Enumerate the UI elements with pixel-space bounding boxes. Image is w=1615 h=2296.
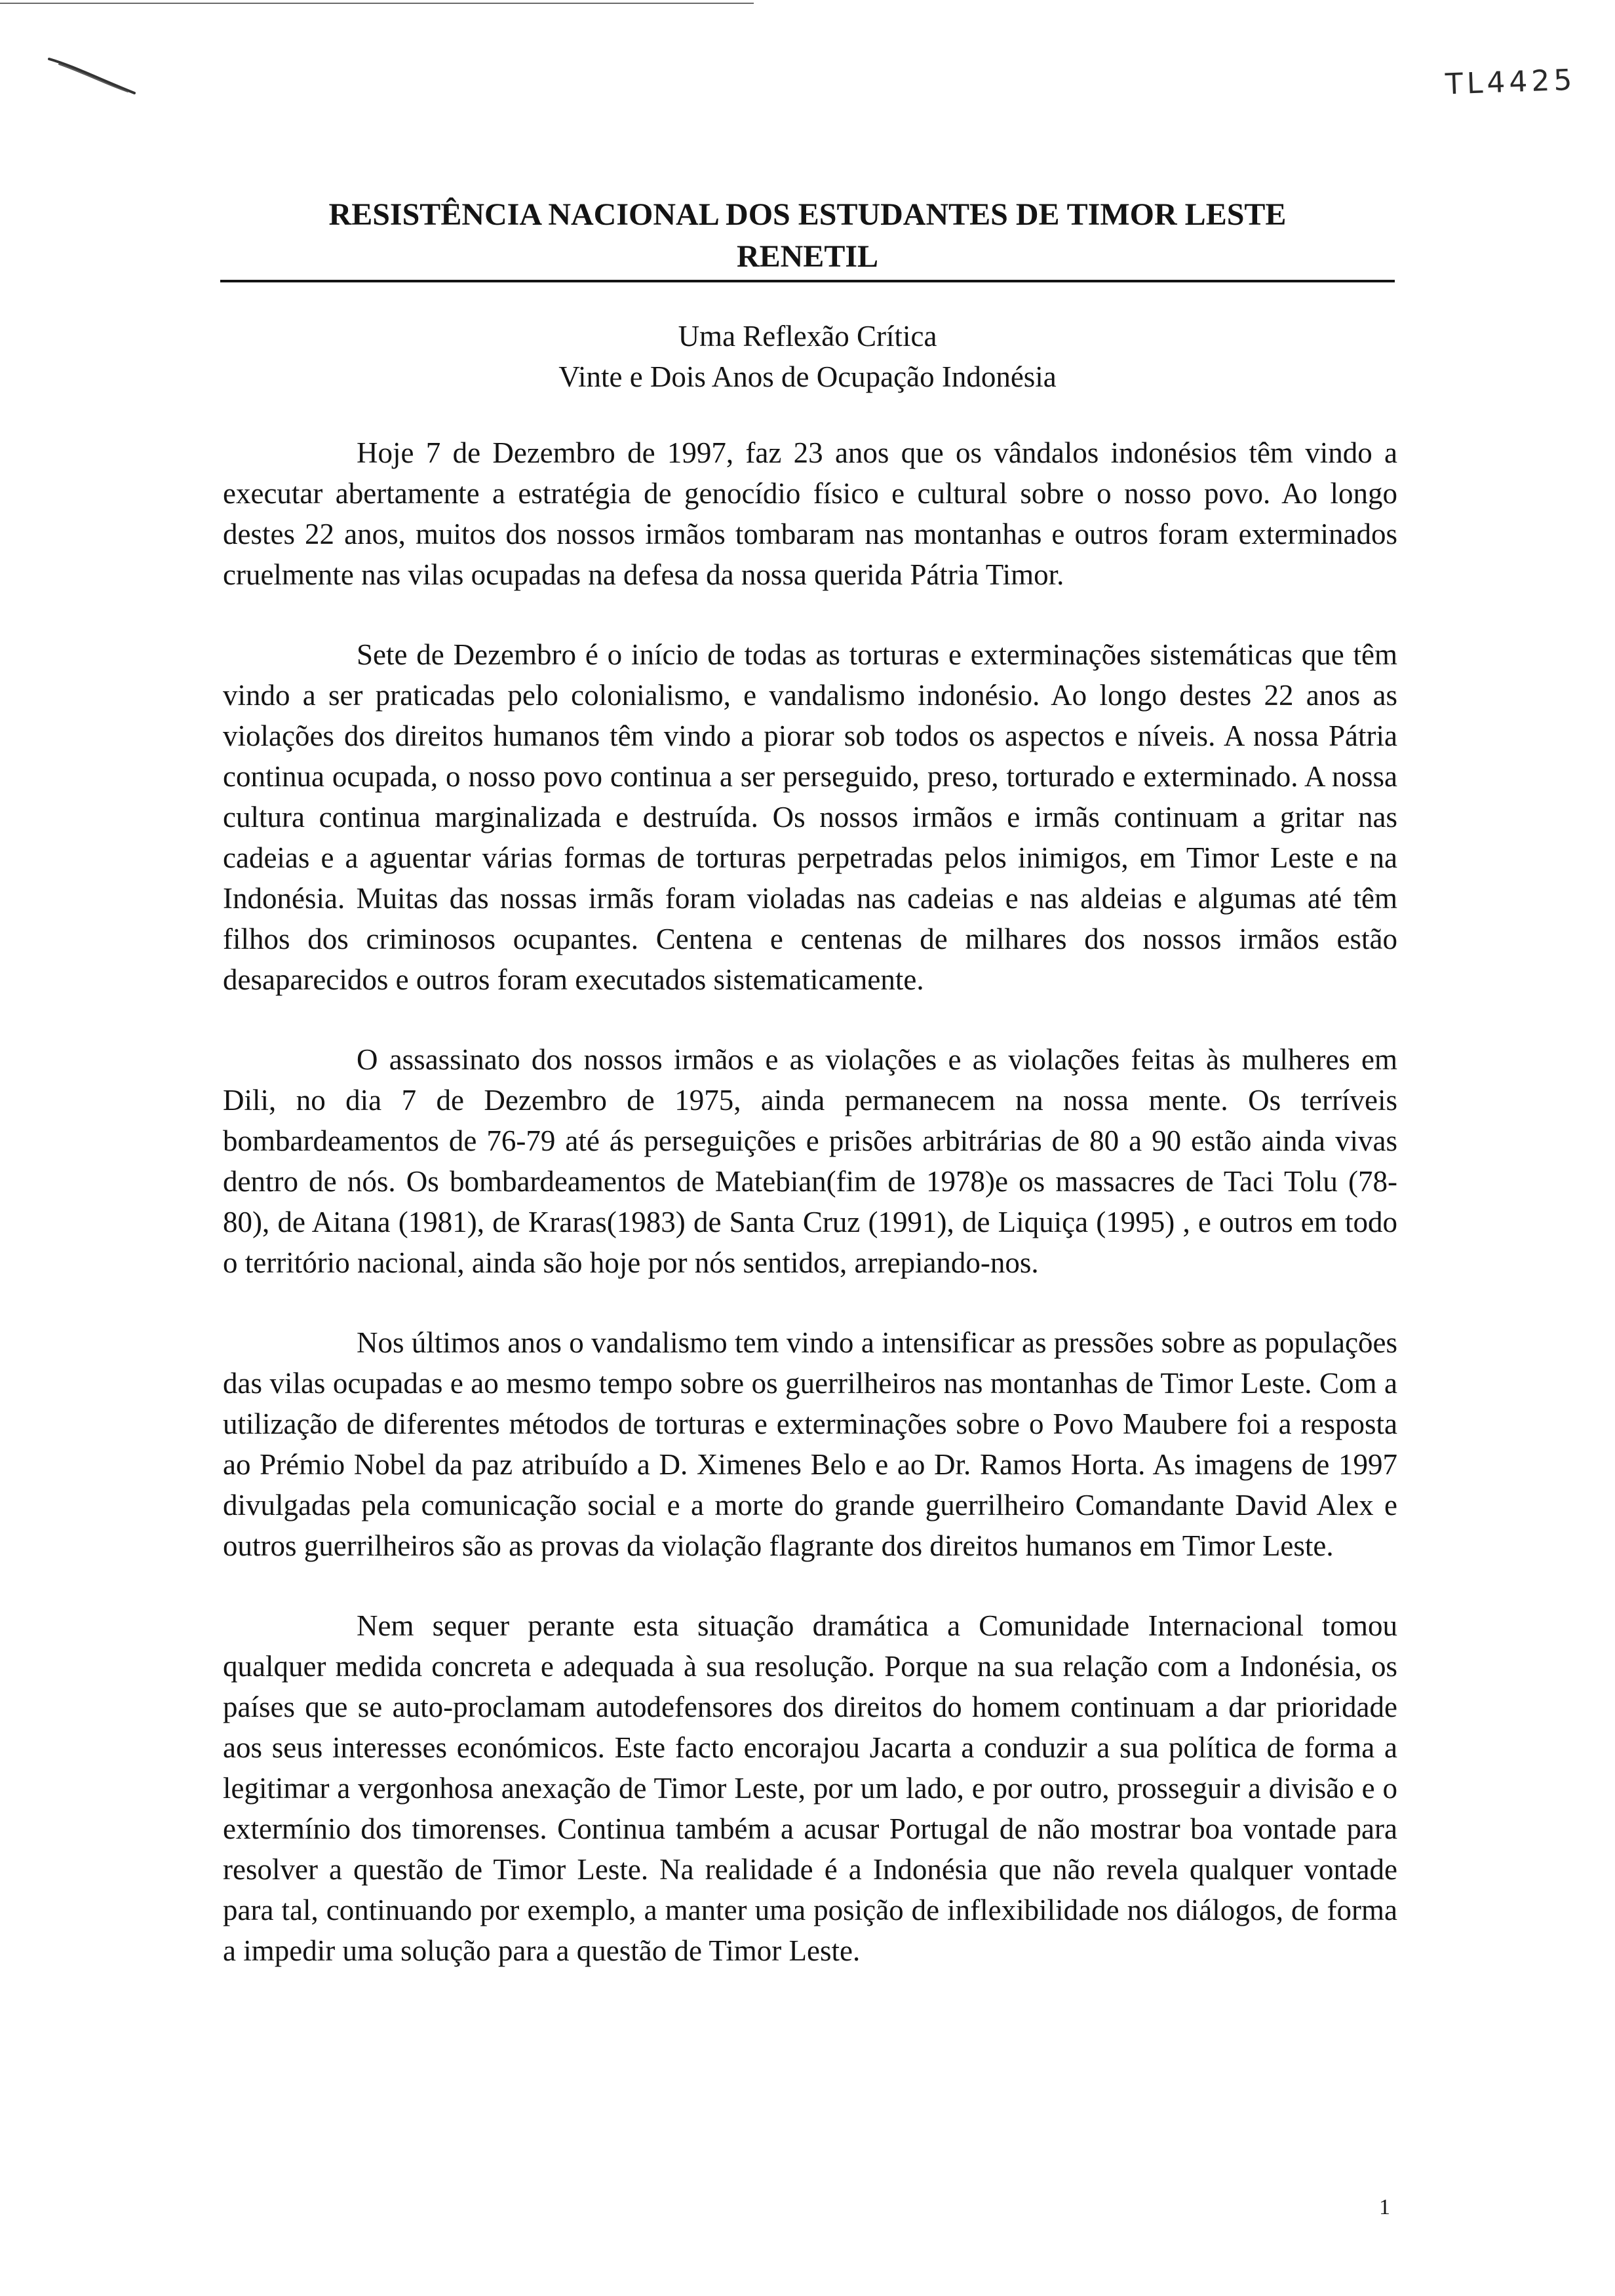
- paragraph: Nem sequer perante esta situação dramática a Comunidade Internacional tomou qualquer medida concreta e adequada à sua resolução. Porque na sua relação com a Indonésia, os países que se auto-proclamam autodefensores dos direitos do homem continuam a dar prioridade aos seus interesses económicos. Este facto encorajou Jacarta a conduzir a sua política de forma a legitimar a vergonhosa anexação de Timor Leste, por um lado, e por outro, prosseguir a divisão e o extermínio dos timorenses. Continua também a acusar Portugal de não mostrar boa vontade para resolver a questão de Timor Leste. Na realidade é a Indonésia que não revela qualquer vontade para tal, continuando por exemplo, a manter uma posição de inflexibilidade nos diálogos, de forma a impedir uma solução para a questão de Timor Leste.: [223, 1609, 1397, 1967]
- subtitle-line-2: Vinte e Dois Anos de Ocupação Indonésia: [558, 360, 1057, 393]
- scan-edge-line: [0, 3, 754, 4]
- archive-reference-number: TL4425: [1444, 63, 1576, 102]
- document-subtitle: [220, 316, 1395, 397]
- pen-stroke-mark: [46, 52, 138, 98]
- paragraph: Nos últimos anos o vandalismo tem vindo a intensificar as pressões sobre as populações das vilas ocupadas e ao mesmo tempo sobre os guerrilheiros nas montanhas de Timor Leste. Com a utilização de diferentes métodos de torturas e exterminações sobre o Povo Maubere foi a resposta ao Prémio Nobel da paz atribuído a D. Ximenes Belo e ao Dr. Ramos Horta. As imagens de 1997 divulgadas pela comunicação social e a morte do grande guerrilheiro Comandante David Alex e outros guerrilheiros são as provas da violação flagrante dos direitos humanos em Timor Leste.: [223, 1326, 1397, 1562]
- document-header: [220, 194, 1395, 278]
- header-divider: [220, 280, 1395, 282]
- paragraph: Sete de Dezembro é o início de todas as torturas e exterminações sistemáticas que têm vindo a ser praticadas pelo colonialismo, e vandalismo indonésio. Ao longo destes 22 anos as violações dos direitos humanos têm vindo a piorar sob todos os aspectos e níveis. A nossa Pátria continua ocupada, o nosso povo continua a ser perseguido, preso, torturado e exterminado. A nossa cultura continua marginalizada e destruída. Os nossos irmãos e irmãs continuam a gritar nas cadeias e a aguentar várias formas de torturas perpetradas pelos inimigos, em Timor Leste e na Indonésia. Muitas das nossas irmãs foram violadas nas cadeias e nas aldeias e algumas até têm filhos dos criminosos ocupantes. Centena e centenas de milhares dos nossos irmãos estão desaparecidos e outros foram executados sistematicamente.: [223, 638, 1397, 996]
- paragraph: Hoje 7 de Dezembro de 1997, faz 23 anos que os vândalos indonésios têm vindo a executar abertamente a estratégia de genocídio físico e cultural sobre o nosso povo. Ao longo destes 22 anos, muitos dos nossos irmãos tombaram nas montanhas e outros foram exterminados cruelmente nas vilas ocupadas na defesa da nossa querida Pátria Timor.: [223, 436, 1397, 591]
- paragraph: O assassinato dos nossos irmãos e as violações e as violações feitas às mulheres em Dili, no dia 7 de Dezembro de 1975, ainda permanecem na nossa mente. Os terríveis bombardeamentos de 76-79 até ás perseguições e prisões arbitrárias de 80 a 90 estão ainda vivas dentro de nós. Os bombardeamentos de Matebian(fim de 1978)e os massacres de Taci Tolu (78-80), de Aitana (1981), de Kraras(1983) de Santa Cruz (1991), de Liquiça (1995) , e outros em todo o território nacional, ainda são hoje por nós sentidos, arrepiando-nos.: [223, 1043, 1397, 1279]
- organization-acronym: RENETIL: [736, 239, 879, 274]
- document-body: [223, 432, 1397, 2010]
- organization-name: RESISTÊNCIA NACIONAL DOS ESTUDANTES DE TIMOR LESTE: [328, 197, 1287, 232]
- page-number: 1: [1379, 2195, 1390, 2219]
- subtitle-line-1: Uma Reflexão Crítica: [678, 320, 937, 353]
